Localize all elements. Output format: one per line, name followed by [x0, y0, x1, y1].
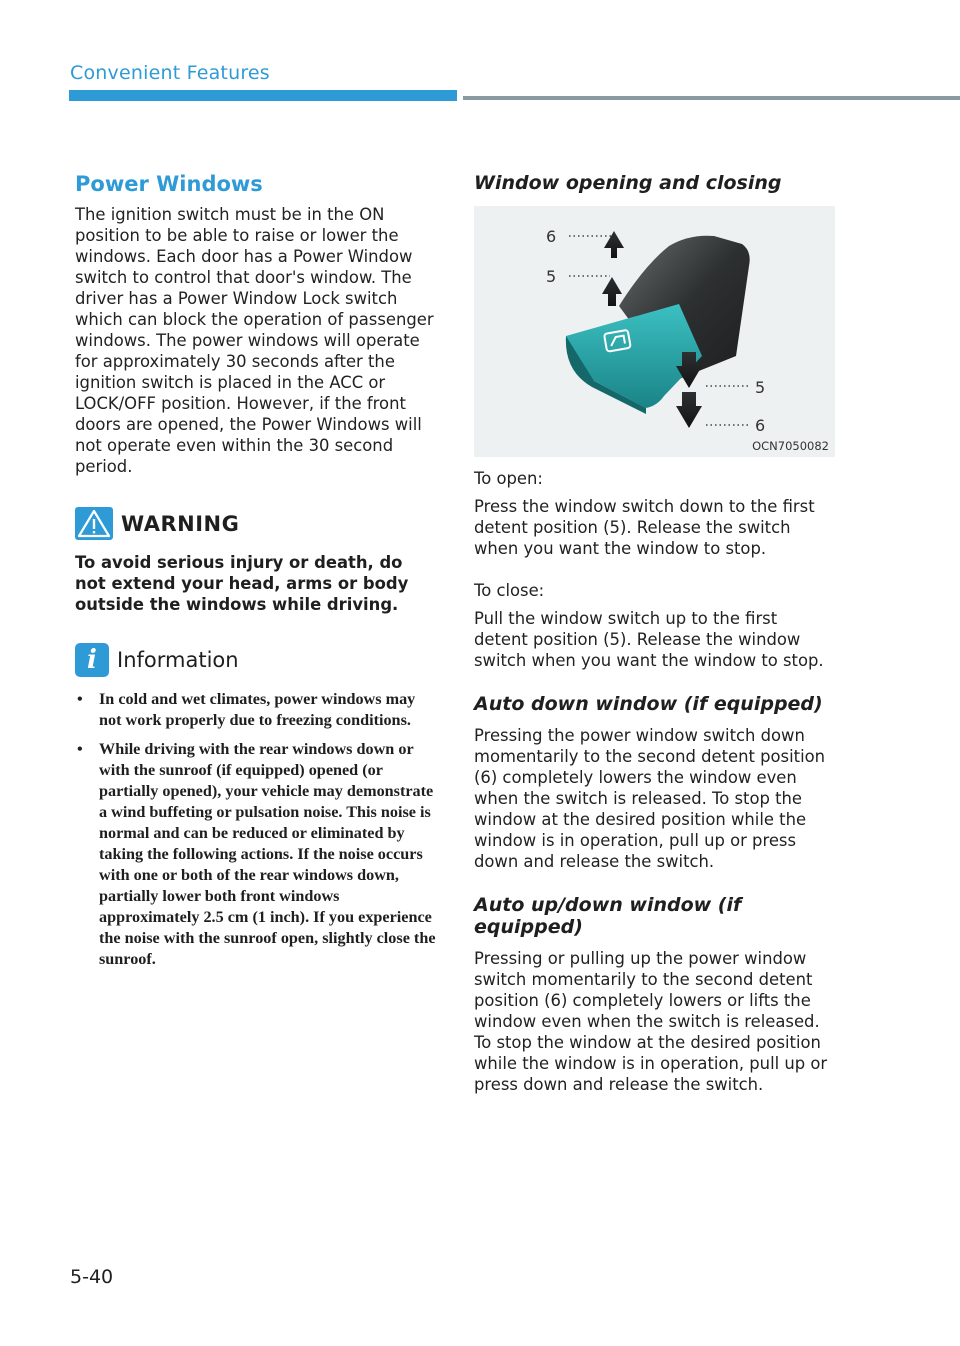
to-open-label: To open: [474, 469, 543, 488]
auto-updown-text: Pressing or pulling up the power window switch momentarily to the second detent position (6) completely lowers or lifts the window even when the switch is released. To stop the window at the desired position while the window is in operation, pull up or press down and release the switch. [474, 949, 828, 1094]
detent-label-lower-6: 6 [755, 416, 766, 435]
warning-triangle-icon [75, 507, 113, 540]
window-switch-figure [474, 206, 835, 457]
warning-text: To avoid serious injury or death, do not extend your head, arms or body outside the windows while driving. [75, 553, 409, 614]
left-column [75, 172, 437, 978]
auto-down-title: Auto down window (if equipped) [474, 693, 823, 715]
page-number: 5-40 [70, 1266, 114, 1288]
to-close-text: Pull the window switch up to the first detent position (5). Release the window switch when you want the window to stop. [474, 609, 824, 670]
auto-updown-title: Auto up/down window (if equipped) [474, 894, 742, 938]
header-bar-rule [463, 96, 960, 100]
bullet-icon: • [77, 740, 83, 758]
power-windows-title: Power Windows [75, 172, 263, 196]
bullet-icon: • [77, 690, 83, 708]
information-header [75, 643, 437, 677]
detent-label-upper-6: 6 [546, 227, 557, 246]
auto-down-text: Pressing the power window switch down momentarily to the second detent position (6) completely lowers the window even when the switch is released. To stop the window at the desired position while the window is in operation, pull up or press down and release the switch. [474, 726, 826, 871]
info-bullet-text: While driving with the rear windows down or with the sunroof (if equipped) opened (or partially opened), your vehicle may demonstrate a wind buffeting or pulsation noise. This noise is normal and can be reduced or eliminated by taking the following actions. If the noise occurs with one or both of the rear windows down, partially lower both front windows approximately 2.5 cm (1 inch). If you experience the noise with the sunroof open, slightly close the sunroof. [99, 740, 436, 968]
to-close-label: To close: [474, 581, 545, 600]
warning-title: WARNING [121, 511, 240, 536]
power-windows-paragraph: The ignition switch must be in the ON position to be able to raise or lower the windows. Each door has a Power Window switch to control that door's window. The driver has a Power Window Lock switch which can block the operation of passenger windows. The power windows will operate for approximately 30 seconds after the ignition switch is placed in the ACC or LOCK/OFF position. However, if the front doors are opened, the Power Windows will not operate even within the 30 second period. [75, 205, 434, 476]
info-bullet-text: In cold and wet climates, power windows may not work properly due to freezing conditions. [99, 690, 416, 729]
section-header: Convenient Features [70, 62, 270, 84]
window-switch-illustration [474, 206, 835, 457]
information-title: Information [117, 648, 239, 672]
figure-code: OCN7050082 [752, 439, 829, 453]
window-opening-title: Window opening and closing [474, 172, 782, 194]
information-list [75, 689, 437, 970]
list-item [75, 739, 437, 970]
to-open-text: Press the window switch down to the first detent position (5). Release the switch when you want the window to stop. [474, 497, 815, 558]
warning-header [75, 507, 437, 540]
info-icon: i [75, 643, 109, 677]
detent-label-upper-5: 5 [546, 267, 557, 286]
header-bar-accent [69, 90, 457, 101]
list-item [75, 689, 437, 731]
right-column [474, 172, 836, 1095]
detent-label-lower-5: 5 [755, 378, 766, 397]
